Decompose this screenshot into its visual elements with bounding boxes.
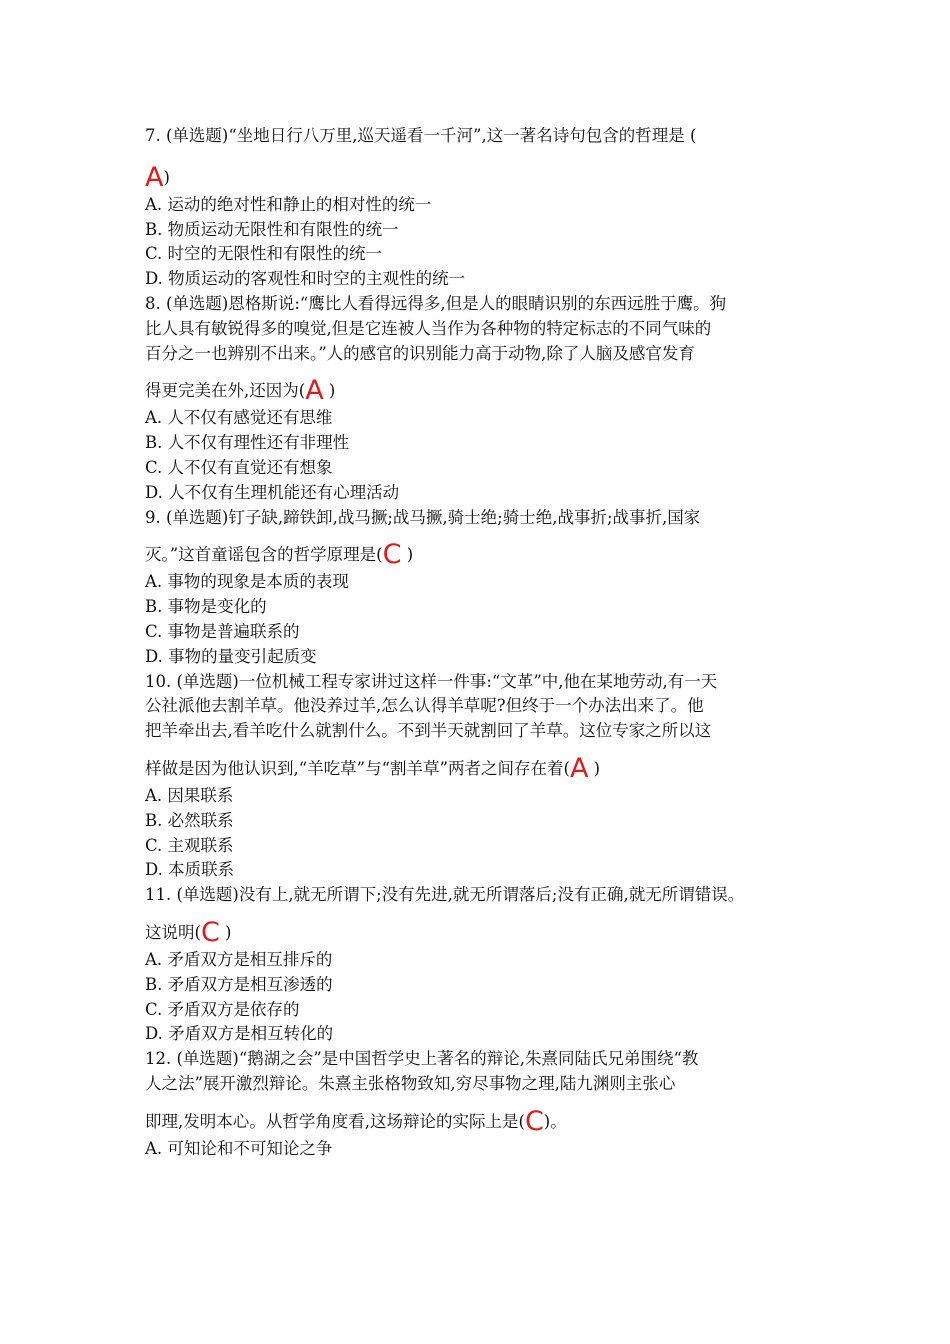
question-10 [145,670,810,784]
answer-close-paren: ) [588,758,601,778]
answer-close-paren: ) [219,922,232,942]
question-11 [145,883,810,948]
question-text-tail: 即理,发明本心。从哲学角度看,这场辩论的实际上是( [145,1111,525,1131]
question-text-line: 人之法”展开激烈辩论。朱熹主张格物致知,穷尽事物之理,陆九渊则主张心 [145,1073,676,1093]
question-text-line: 9. (单选题)钉子缺,蹄铁卸,战马撅;战马撅,骑士绝;骑士绝,战事折;战事折,国家 [145,507,701,527]
question-text-tail: 得更完美在外,还因为( [145,381,306,401]
answer-mark: A [305,375,324,407]
answer-line [145,163,810,193]
option-c: C. 主观联系 [145,835,234,855]
option-d: D. 矛盾双方是相互转化的 [145,1024,334,1044]
option-d: D. 本质联系 [145,860,235,880]
answer-line [145,540,810,570]
question-text-tail: 灭。”这首童谣包含的哲学原理是( [145,545,383,565]
question-text-tail: 这说明( [145,922,201,942]
option-b: B. 必然联系 [145,810,234,830]
option-d: D. 物质运动的客观性和时空的主观性的统一 [145,269,466,289]
option-a: A. 可知论和不可知论之争 [145,1138,333,1158]
option-b: B. 人不仅有理性还有非理性 [145,433,350,453]
answer-close-paren: ) [323,381,336,401]
answer-mark: A [569,752,589,784]
question-text-line: 公社派他去割羊草。他没养过羊,怎么认得羊草呢?但终于一个办法出来了。他 [145,696,704,716]
question-7 [145,124,810,193]
option-a: A. 运动的绝对性和静止的相对性的统一 [145,194,432,214]
option-a: A. 因果联系 [145,785,234,805]
answer-line [145,918,810,948]
question-text-tail: 样做是因为他认识到,“羊吃草”与“割羊草”两者之间存在着( [145,758,570,778]
answer-line [145,754,810,784]
question-text-line: 7. (单选题)“坐地日行八万里,巡天遥看一千河”,这一著名诗句包含的哲理是 ( [145,126,697,145]
question-text-line: 11. (单选题)没有上,就无所谓下;没有先进,就无所谓落后;没有正确,就无所谓错误。 [145,885,745,905]
option-d: D. 人不仅有生理机能还有心理活动 [145,482,400,502]
question-9 [145,506,810,571]
option-b: B. 矛盾双方是相互渗透的 [145,974,333,994]
answer-close-paren: ) [163,167,170,187]
document-page [145,124,810,1162]
question-text-line: 10. (单选题)一位机械工程专家讲过这样一件事:“文革”中,他在某地劳动,有一天 [145,671,718,691]
answer-mark: C [382,539,402,571]
answer-mark: A [145,161,164,193]
answer-close-paren: ) [401,545,414,565]
question-text-line: 12. (单选题)“鹅湖之会”是中国哲学史上著名的辩论,朱熹同陆氏兄弟围绕“教 [145,1049,699,1069]
option-b: B. 物质运动无限性和有限性的统一 [145,219,399,239]
question-text-line: 把羊牵出去,看羊吃什么就割什么。不到半天就割回了羊草。这位专家之所以这 [145,721,712,741]
answer-mark: C [524,1105,544,1137]
question-text-line: 百分之一也辨别不出来。”人的感官的识别能力高于动物,除了人脑及感官发育 [145,343,695,363]
option-a: A. 事物的现象是本质的表现 [145,572,349,592]
question-8 [145,292,810,406]
option-a: A. 人不仅有感觉还有思维 [145,408,333,428]
question-text-line: 比人具有敏锐得多的嗅觉,但是它连被人当作为各种物的特定标志的不同气味的 [145,318,712,338]
option-c: C. 人不仅有直觉还有想象 [145,457,333,477]
option-a: A. 矛盾双方是相互排斥的 [145,949,333,969]
answer-line [145,1107,810,1137]
answer-line [145,376,810,406]
option-b: B. 事物是变化的 [145,597,267,617]
answer-mark: C [200,916,220,948]
question-12 [145,1047,810,1137]
answer-close-paren: )。 [543,1111,567,1131]
option-c: C. 事物是普遍联系的 [145,621,300,641]
option-c: C. 时空的无限性和有限性的统一 [145,244,383,264]
option-d: D. 事物的量变引起质变 [145,646,317,666]
question-text-line: 8. (单选题)恩格斯说:“鹰比人看得远得多,但是人的眼睛识别的东西远胜于鹰。狗 [145,293,727,313]
option-c: C. 矛盾双方是依存的 [145,999,300,1019]
